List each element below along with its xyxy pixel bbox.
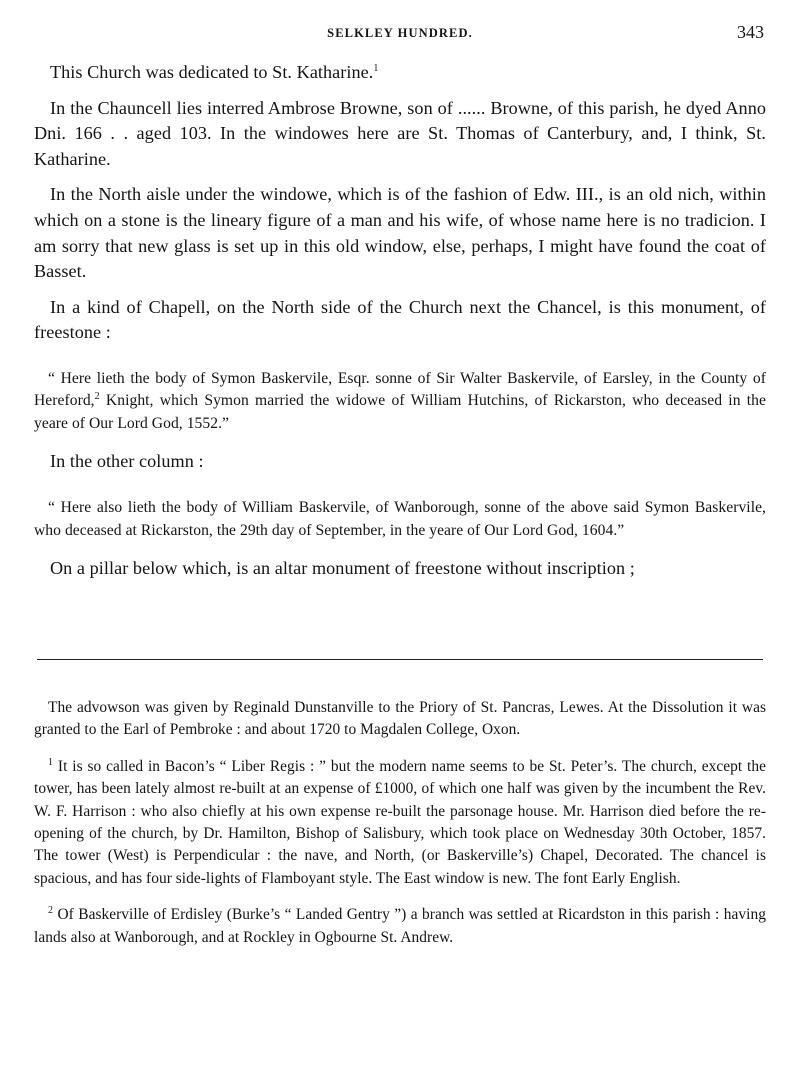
book-page bbox=[34, 0, 766, 1065]
inscription-symon-part-a: “ Here lieth the body of Symon Baskervile, Esqr. sonne of Sir Walter Baskervile, of Earsley, in the County of Hereford, bbox=[34, 369, 766, 410]
main-text bbox=[34, 60, 766, 592]
inscription-symon bbox=[34, 368, 766, 436]
footnotes bbox=[34, 697, 766, 963]
footnote-2 bbox=[34, 904, 766, 949]
footnote-2-text: Of Baskerville of Erdisley (Burke’s “ Landed Gentry ”) a branch was settled at Ricardston in this parish : having lands also at Wanborough, and at Rockley in Ogbourne St. Andrew. bbox=[34, 906, 766, 946]
paragraph-chapel: In a kind of Chapell, on the North side of the Church next the Chancel, is this monument, of freestone : bbox=[34, 296, 766, 343]
footnote-1 bbox=[34, 756, 766, 890]
paragraph-pillar: On a pillar below which, is an altar monument of freestone without inscription ; bbox=[50, 558, 635, 579]
running-title: SELKLEY HUNDRED. bbox=[327, 26, 473, 40]
footnote-1-marker: 1 bbox=[48, 756, 54, 768]
paragraph-dedication bbox=[34, 60, 766, 86]
paragraph-dedication-text: This Church was dedicated to St. Katharine. bbox=[50, 62, 374, 82]
footnote-advowson: The advowson was given by Reginald Dunstanville to the Priory of St. Pancras, Lewes. At the Dissolution it was granted to the Earl of Pembroke : and about 1720 to Magdalen College, Oxon. bbox=[34, 699, 766, 739]
footnote-2-marker: 2 bbox=[48, 905, 54, 917]
running-head bbox=[34, 22, 766, 46]
paragraph-chancel: In the Chauncell lies interred Ambrose Browne, son of ...... Browne, of this parish, he dyed Anno Dni. 166 . . aged 103. In the windowes here are St. Thomas of Canterbury, and, I think, St. Katharine. bbox=[34, 97, 766, 169]
footnote-ref-1: 1 bbox=[373, 62, 379, 74]
paragraph-other-column: In the other column : bbox=[50, 451, 204, 472]
inscription-symon-part-b: Knight, which Symon married the widowe of William Hutchins, of Rickarston, who deceased in the yeare of Our Lord God, 1552.” bbox=[34, 392, 766, 432]
paragraph-north-aisle: In the North aisle under the windowe, which is of the fashion of Edw. III., is an old nich, within which on a stone is the lineary figure of a man and his wife, of whose name here is no tradicion. I am sorry that new glass is set up in this old window, else, perhaps, I might have found the coat of Basset. bbox=[34, 184, 766, 282]
footnote-1-text: It is so called in Bacon’s “ Liber Regis : ” but the modern name seems to be St. Peter’s. The church, except the tower, has been lately almost re-built at an expense of £1000, of which one half was given by the incumbent the Rev. W. F. Harrison : who also chiefly at his own expense re-built the parsonage house. Mr. Harrison died before the re-opening of the church, by Dr. Hamilton, Bishop of Salisbury, which took place on Wednesday 30th October, 1857. The tower (West) is Perpendicular : the nave, and North, (or Baskerville’s) Chapel, Decorated. The chancel is spacious, and has four side-lights of Flamboyant style. The East window is new. The font Early English. bbox=[34, 757, 766, 887]
page-number: 343 bbox=[737, 22, 764, 42]
footnote-divider bbox=[37, 659, 763, 660]
footnote-ref-2: 2 bbox=[94, 391, 100, 403]
inscription-william: “ Here also lieth the body of William Baskervile, of Wanborough, sonne of the above said Symon Baskervile, who deceased at Rickarston, the 29th day of September, in the yeare of Our Lord God, 1604.” bbox=[34, 499, 766, 539]
